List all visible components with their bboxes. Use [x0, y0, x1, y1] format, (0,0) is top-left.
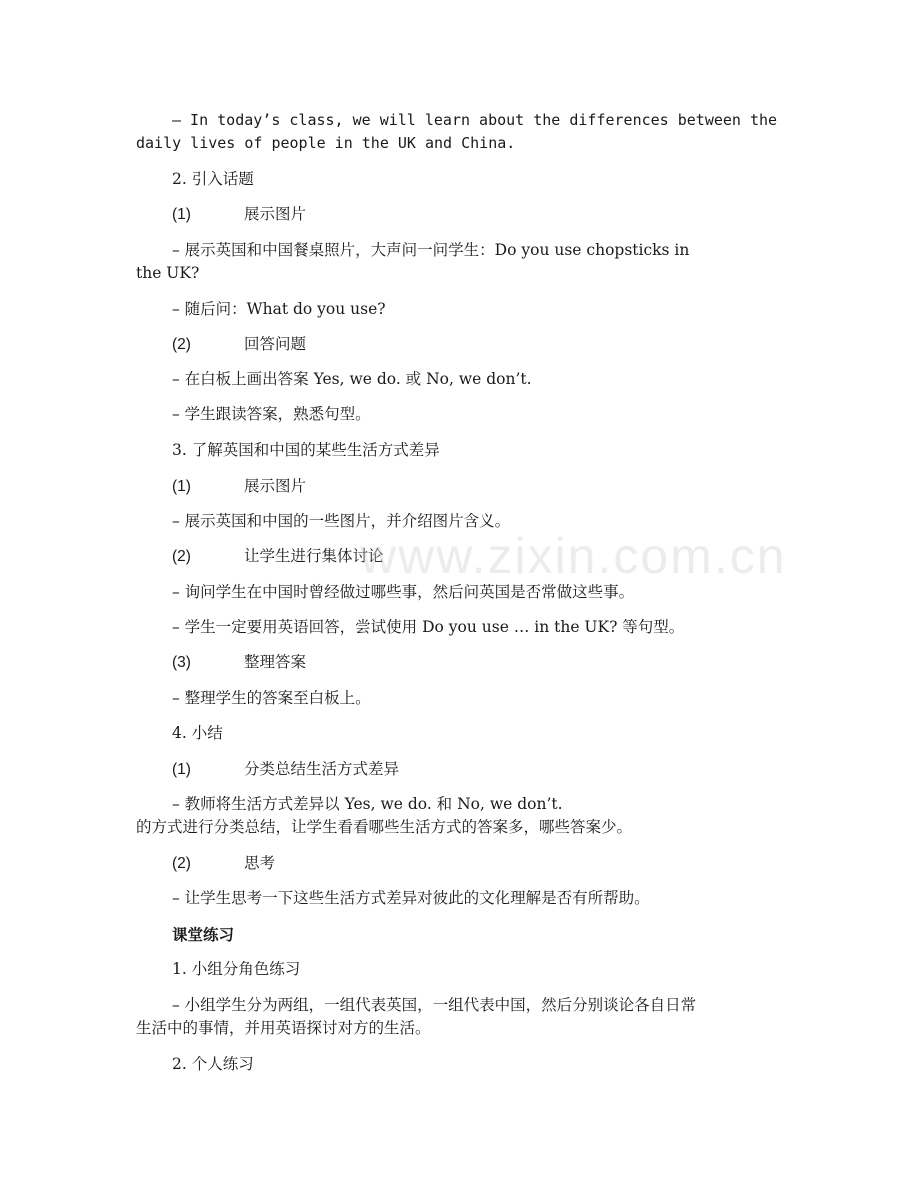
sub-2-1-num: (1) [172, 206, 191, 223]
sub-3-2-line-a: – 询问学生在中国时曾经做过哪些事，然后问英国是否常做这些事。 [172, 583, 635, 601]
sub-3-1-line-a: – 展示英国和中国的一些图片，并介绍图片含义。 [172, 512, 511, 530]
sub-4-2 [136, 852, 824, 875]
intro-line-a: – In today’s class, we will learn about the differences between the [172, 111, 778, 129]
heading-2: 2. 引入话题 [172, 170, 254, 188]
sub-3-2-line-b: – 学生一定要用英语回答，尝试使用 Do you use … in the UK? 等句型。 [172, 618, 685, 636]
sub-2-1-line-a: – 展示英国和中国餐桌照片，大声问一问学生：Do you use chopsticks in [172, 241, 690, 259]
sub-4-1 [136, 758, 824, 781]
sub-3-2 [136, 545, 824, 568]
practice-1-line-a: – 小组学生分为两组，一组代表英国，一组代表中国，然后分别谈论各自日常 [172, 996, 697, 1014]
heading-3: 3. 了解英国和中国的某些生活方式差异 [172, 441, 440, 459]
sub-4-1-line-a: – 教师将生活方式差异以 Yes, we do. 和 No, we don’t. [172, 795, 563, 813]
sub-2-1-text: 展示图片 [244, 205, 307, 223]
sub-4-2-line-a: – 让学生思考一下这些生活方式差异对彼此的文化理解是否有所帮助。 [172, 889, 650, 907]
sub-3-3-text: 整理答案 [244, 653, 307, 671]
sub-4-1-num: (1) [172, 761, 191, 778]
sub-4-1-line-b: 的方式进行分类总结，让学生看看哪些生活方式的答案多，哪些答案少。 [136, 818, 633, 836]
sub-2-1-line-b: the UK? [136, 264, 200, 282]
practice-1-line-b: 生活中的事情，并用英语探讨对方的生活。 [136, 1019, 431, 1037]
sub-3-2-text: 让学生进行集体讨论 [244, 547, 384, 565]
watermark: www.zixin.com.cn [360, 528, 787, 584]
sub-2-1 [136, 203, 824, 226]
sub-3-1-text: 展示图片 [244, 477, 307, 495]
sub-2-2 [136, 333, 824, 356]
practice-2: 2. 个人练习 [172, 1055, 254, 1073]
intro-line-b: daily lives of people in the UK and China. [136, 134, 516, 152]
sub-4-1-text: 分类总结生活方式差异 [244, 760, 400, 778]
sub-2-2-line-a: – 在白板上画出答案 Yes, we do. 或 No, we don’t. [172, 370, 532, 388]
heading-practice: 课堂练习 [172, 925, 235, 944]
practice-1: 1. 小组分角色练习 [172, 960, 301, 978]
sub-2-2-num: (2) [172, 336, 191, 353]
sub-3-1 [136, 475, 824, 498]
sub-4-2-num: (2) [172, 855, 191, 872]
sub-2-2-text: 回答问题 [244, 335, 307, 353]
sub-2-1-line-c: – 随后问：What do you use? [172, 300, 386, 318]
heading-4: 4. 小结 [172, 724, 223, 742]
sub-3-3 [136, 651, 824, 674]
sub-3-3-line-a: – 整理学生的答案至白板上。 [172, 689, 371, 707]
sub-3-2-num: (2) [172, 548, 191, 565]
sub-3-1-num: (1) [172, 478, 191, 495]
sub-2-2-line-b: – 学生跟读答案，熟悉句型。 [172, 405, 371, 423]
sub-3-3-num: (3) [172, 654, 191, 671]
sub-4-2-text: 思考 [244, 854, 276, 872]
